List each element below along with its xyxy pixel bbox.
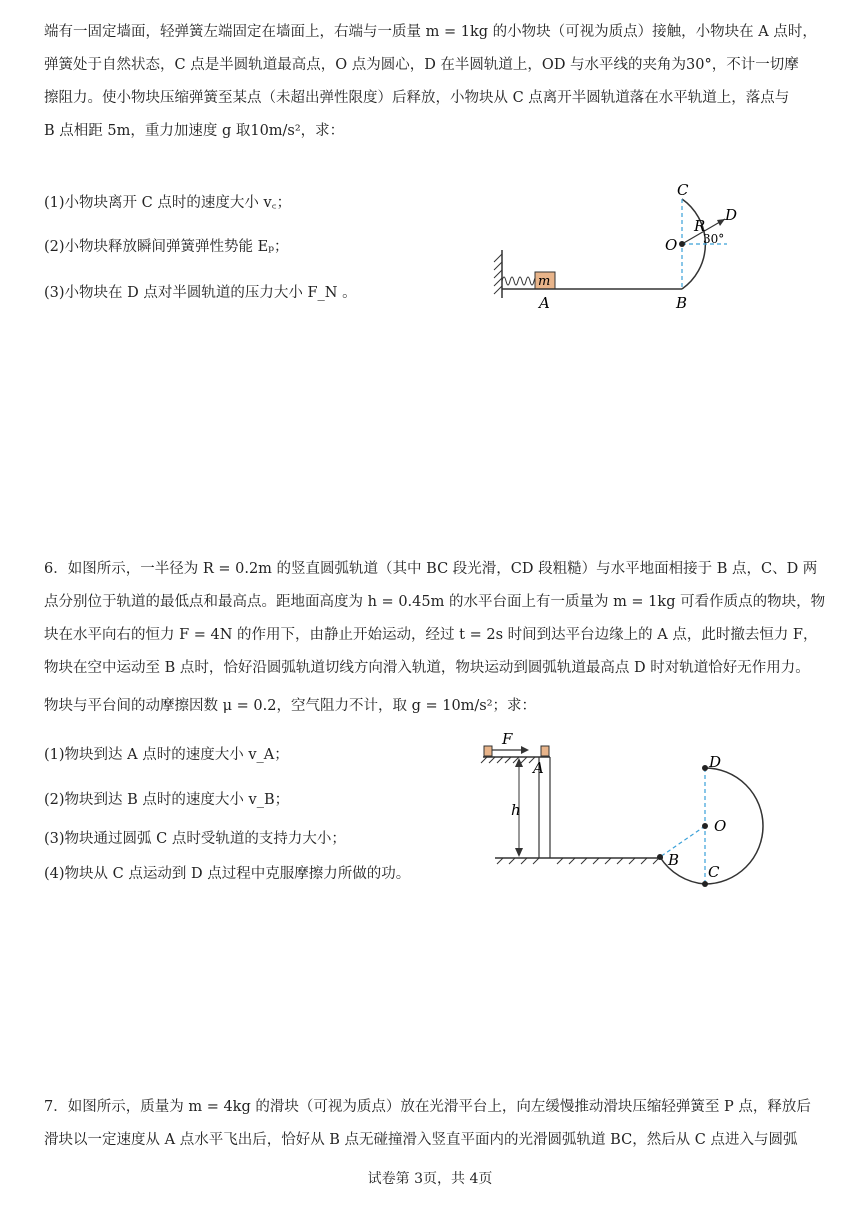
p5-question-2: (2)小物块释放瞬间弹簧弹性势能 Eₚ； [44,239,289,255]
p6-question-2: (2)物块到达 B 点时的速度大小 v_B； [44,792,290,808]
label-d6: D [709,753,722,771]
label-b6: B [668,851,680,869]
p5-question-1: (1)小物块离开 C 点时的速度大小 v꜀； [44,195,292,211]
page-footer: 试卷第 3页，共 4页 [367,1171,493,1187]
label-c: C [677,181,689,199]
p6-line-2: 点分别位于轨道的最低点和最高点。距地面高度为 h = 0.45m 的水平台面上有一质量为 m = 1kg 可看作质点的物块，物 [44,594,826,610]
p6-line-4: 物块在空中运动至 B 点时，恰好沿圆弧轨道切线方向滑入轨道，物块运动到圆弧轨道最高点 D 时对轨道恰好无作用力。 [44,660,810,676]
label-f: F [502,730,513,748]
label-h: h [511,801,521,819]
p6-line-3: 块在水平向右的恒力 F = 4N 的作用下，由静止开始运动，经过 t = 2s 时间到达平台边缘上的 A 点，此时撤去恒力 F， [44,627,818,643]
p6-question-4: (4)物块从 C 点运动到 D 点过程中克服摩擦力所做的功。 [44,866,411,882]
p6-line-5: 物块与平台间的动摩擦因数 μ = 0.2，空气阻力不计，取 g = 10m/s²；求： [44,698,537,714]
label-a: A [539,294,550,312]
p6-question-1: (1)物块到达 A 点时的速度大小 v_A； [44,747,289,763]
label-a6: A [533,759,544,777]
p7-line-1: 7．如图所示，质量为 m = 4kg 的滑块（可视为质点）放在光滑平台上，向左缓慢推动滑块压缩轻弹簧至 P 点，释放后 [44,1099,811,1115]
label-c6: C [708,863,720,881]
label-r: R [694,217,706,235]
label-d: D [725,206,738,224]
label-b: B [676,294,688,312]
p5-question-3: (3)小物块在 D 点对半圆轨道的压力大小 F_N 。 [44,285,357,301]
label-m: m [538,274,551,289]
p5-line-2: 弹簧处于自然状态，C 点是半圆轨道最高点，O 点为圆心，D 在半圆轨道上，OD 与水平线的夹角为30°，不计一切摩 [44,57,799,73]
p5-figure [485,180,745,315]
p6-line-1: 6．如图所示，一半径为 R = 0.2m 的竖直圆弧轨道（其中 BC 段光滑，CD 段粗糙）与水平地面相接于 B 点，C、D 两 [44,561,818,577]
p5-line-1: 端有一固定墙面，轻弹簧左端固定在墙面上，右端与一质量 m = 1kg 的小物块（可视为质点）接触，小物块在 A 点时， [44,24,817,40]
p6-figure [475,725,775,890]
label-o: O [665,236,678,254]
p5-line-4: B 点相距 5m，重力加速度 g 取10m/s²，求： [44,123,345,139]
p6-question-3: (3)物块通过圆弧 C 点时受轨道的支持力大小； [44,831,346,847]
label-angle: 30° [703,232,725,246]
p5-line-3: 擦阻力。使小物块压缩弹簧至某点（未超出弹性限度）后释放，小物块从 C 点离开半圆轨道落在水平轨道上，落点与 [44,90,790,106]
label-o6: O [714,817,727,835]
p7-line-2: 滑块以一定速度从 A 点水平飞出后，恰好从 B 点无碰撞滑入竖直平面内的光滑圆弧轨道 BC，然后从 C 点进入与圆弧 [44,1132,798,1148]
